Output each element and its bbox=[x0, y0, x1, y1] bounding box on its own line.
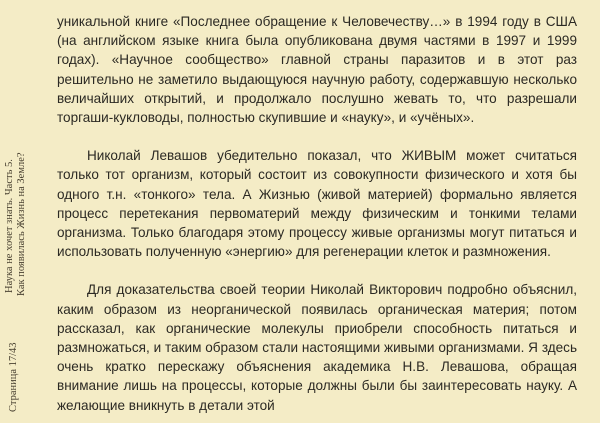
paragraph-3: Для доказательства своей теории Николай Викторович подробно объяснил, каким образом из неорганической появилась органическая материя; потом рассказал, как органические молекулы приобрели способность питаться и размножаться, и таким образом стали настоящими живыми организмами. Я здесь очень кратко перескажу объяснения академика Н.В. Левашова, обращая внимание лишь на процессы, которые должны были бы заинтересовать науку. А желающие вникнуть в детали этой bbox=[57, 282, 577, 413]
running-title-line-2: Как появилась Жизнь на Земле? bbox=[16, 152, 27, 296]
side-margin bbox=[0, 0, 50, 423]
paragraph-2: Николай Левашов убедительно показал, что ЖИВЫМ может считаться только тот организм, который состоит из совокупности физического и хотя бы одного т.н. «тонкого» тела. А Жизнью (живой материей) формально является процесс перетекания первоматерий между физическим и тонкими телами организма. Только благодаря этому процессу живые организмы могут питаться и использовать полученную «энергию» для регенерации клеток и размножения. bbox=[57, 148, 577, 260]
body-text bbox=[57, 12, 577, 415]
page-number: Страница 17/43 bbox=[8, 342, 19, 412]
paragraph-1: уникальной книге «Последнее обращение к Человечеству…» в 1994 году в США (на английском языке книга была опубликована двумя частями в 1997 и 1999 годах). «Научное сообщество» главной страны паразитов и в этот раз решительно не заметило выдающуюся научную работу, содержавшую несколько величайших открытий, и продолжало послушно жевать то, что разрешали торгаши-кукловоды, полностью скупившие и «науку», и «учёных». bbox=[57, 14, 577, 126]
running-title-line-1: Наука не хочет знать. Часть 5. bbox=[4, 159, 15, 293]
